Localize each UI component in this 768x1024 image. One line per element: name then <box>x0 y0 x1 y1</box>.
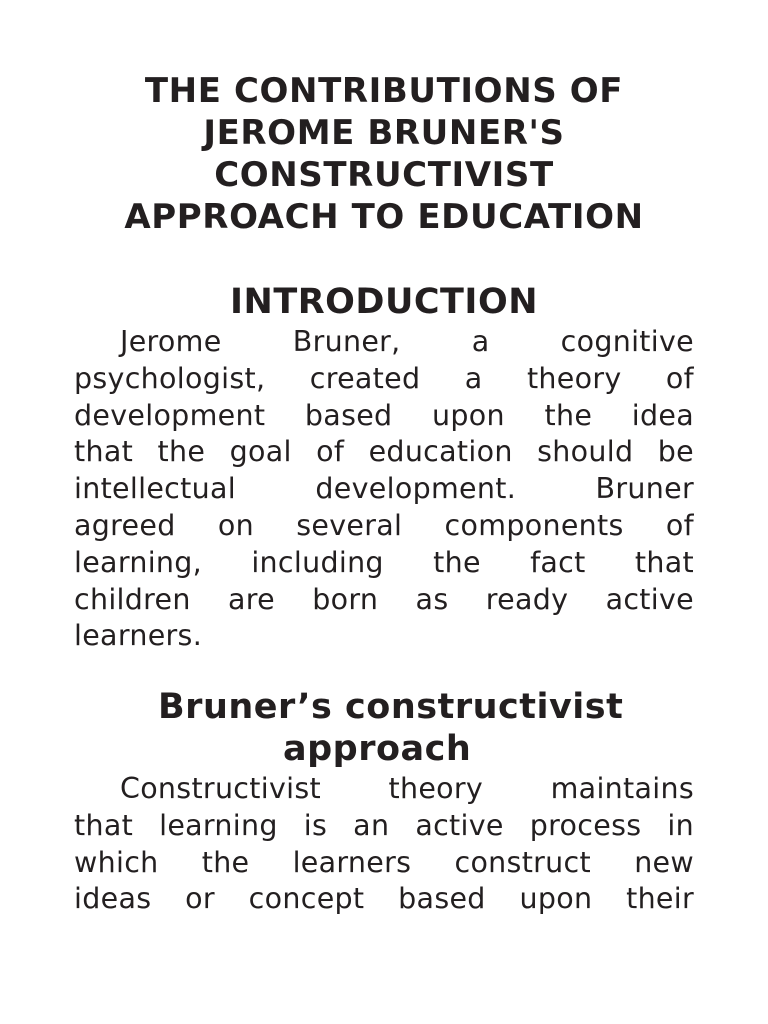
paragraph-line: intellectual development. Bruner <box>74 472 694 506</box>
paragraph-line: children are born as ready active <box>74 582 694 616</box>
paragraph-line: Constructivist theory maintains <box>120 772 694 805</box>
constructivist-paragraph <box>74 771 694 918</box>
title-line: THE CONTRIBUTIONS OF <box>144 71 624 111</box>
document-title <box>60 70 708 238</box>
paragraph-line: learners. <box>74 619 203 653</box>
paragraph-line: that the goal of education should be <box>74 435 694 469</box>
paragraph-line: which the learners construct new <box>74 845 694 879</box>
heading-line: Bruner’s constructivist <box>158 687 624 727</box>
title-line: JEROME BRUNER'S <box>203 113 565 153</box>
paragraph-line: Jerome Bruner, a cognitive <box>120 325 694 358</box>
paragraph-line: ideas or concept based upon their <box>74 882 694 916</box>
paragraph-line: that learning is an active process in <box>74 808 694 842</box>
paragraph-line: agreed on several components of <box>74 508 694 542</box>
introduction-heading: INTRODUCTION <box>230 282 538 322</box>
paragraph-line: learning, including the fact that <box>74 545 694 579</box>
heading-line: approach <box>283 729 472 769</box>
paragraph-line: psychologist, created a theory of <box>74 361 694 395</box>
introduction-paragraph <box>74 324 694 655</box>
paragraph-line: development based upon the idea <box>74 398 694 432</box>
title-line: CONSTRUCTIVIST <box>214 155 554 195</box>
title-line: APPROACH TO EDUCATION <box>124 197 644 237</box>
